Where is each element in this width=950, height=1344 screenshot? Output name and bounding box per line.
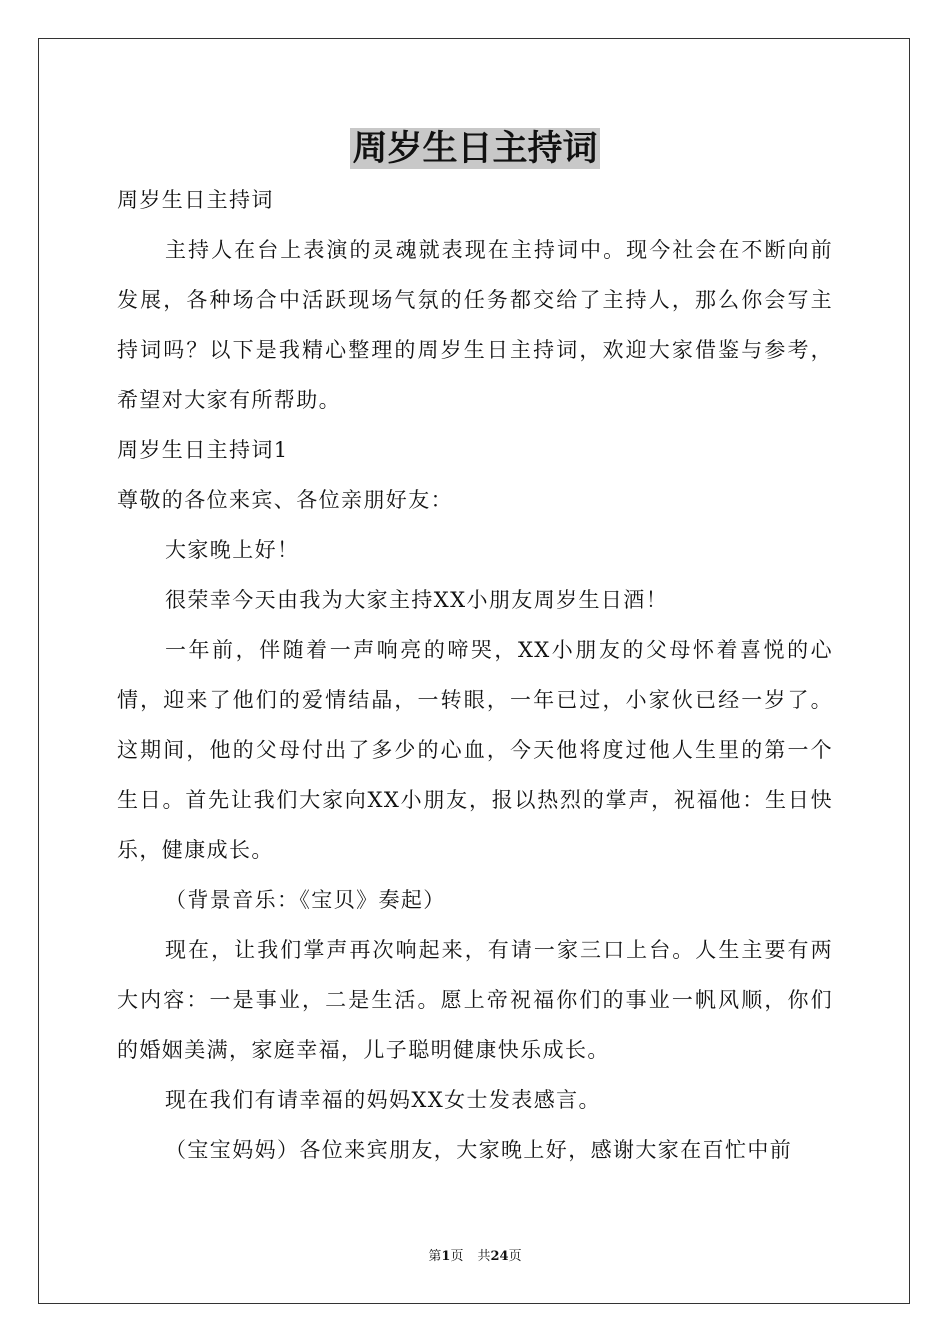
footer-total-pages: 24	[490, 1249, 509, 1264]
footer-page-number: 1	[441, 1249, 451, 1264]
paragraph-subtitle: 周岁生日主持词	[117, 188, 274, 212]
document-body	[117, 175, 833, 1175]
paragraph-invitation: 现在，让我们掌声再次响起来，有请一家三口上台。人生主要有两大内容：一是事业，二是生活。愿上帝祝福你们的事业一帆风顺，你们的婚姻美满，家庭幸福，儿子聪明健康快乐成长。	[117, 938, 833, 1062]
document-title	[0, 126, 950, 172]
paragraph-mother-speech: （宝宝妈妈）各位来宾朋友，大家晚上好，感谢大家在百忙中前	[165, 1138, 793, 1162]
page-footer	[0, 1248, 950, 1266]
paragraph-mother-invite: 现在我们有请幸福的妈妈XX女士发表感言。	[165, 1088, 601, 1112]
document-title-text: 周岁生日主持词	[352, 128, 598, 169]
paragraph-intro: 主持人在台上表演的灵魂就表现在主持词中。现今社会在不断向前发展，各种场合中活跃现场气氛的任务都交给了主持人，那么你会写主持词吗？以下是我精心整理的周岁生日主持词，欢迎大家借鉴与参考，希望对大家有所帮助。	[117, 238, 833, 412]
footer-page-suffix: 页	[450, 1249, 464, 1264]
footer-page-prefix: 第	[428, 1249, 442, 1264]
footer-total-prefix: 共	[477, 1249, 491, 1264]
paragraph-greeting: 大家晚上好！	[165, 538, 300, 562]
footer-total-suffix: 页	[508, 1249, 522, 1264]
paragraph-story: 一年前，伴随着一声响亮的啼哭，XX小朋友的父母怀着喜悦的心情，迎来了他们的爱情结晶，一转眼，一年已过，小家伙已经一岁了。这期间，他的父母付出了多少的心血，今天他将度过他人生里的第一个生日。首先让我们大家向XX小朋友，报以热烈的掌声，祝福他：生日快乐，健康成长。	[117, 638, 833, 862]
paragraph-section-heading: 周岁生日主持词1	[117, 438, 289, 462]
paragraph-music-note: （背景音乐：《宝贝》奏起）	[165, 888, 446, 912]
paragraph-salutation: 尊敬的各位来宾、各位亲朋好友：	[117, 488, 453, 512]
paragraph-opening: 很荣幸今天由我为大家主持XX小朋友周岁生日酒！	[165, 588, 669, 612]
